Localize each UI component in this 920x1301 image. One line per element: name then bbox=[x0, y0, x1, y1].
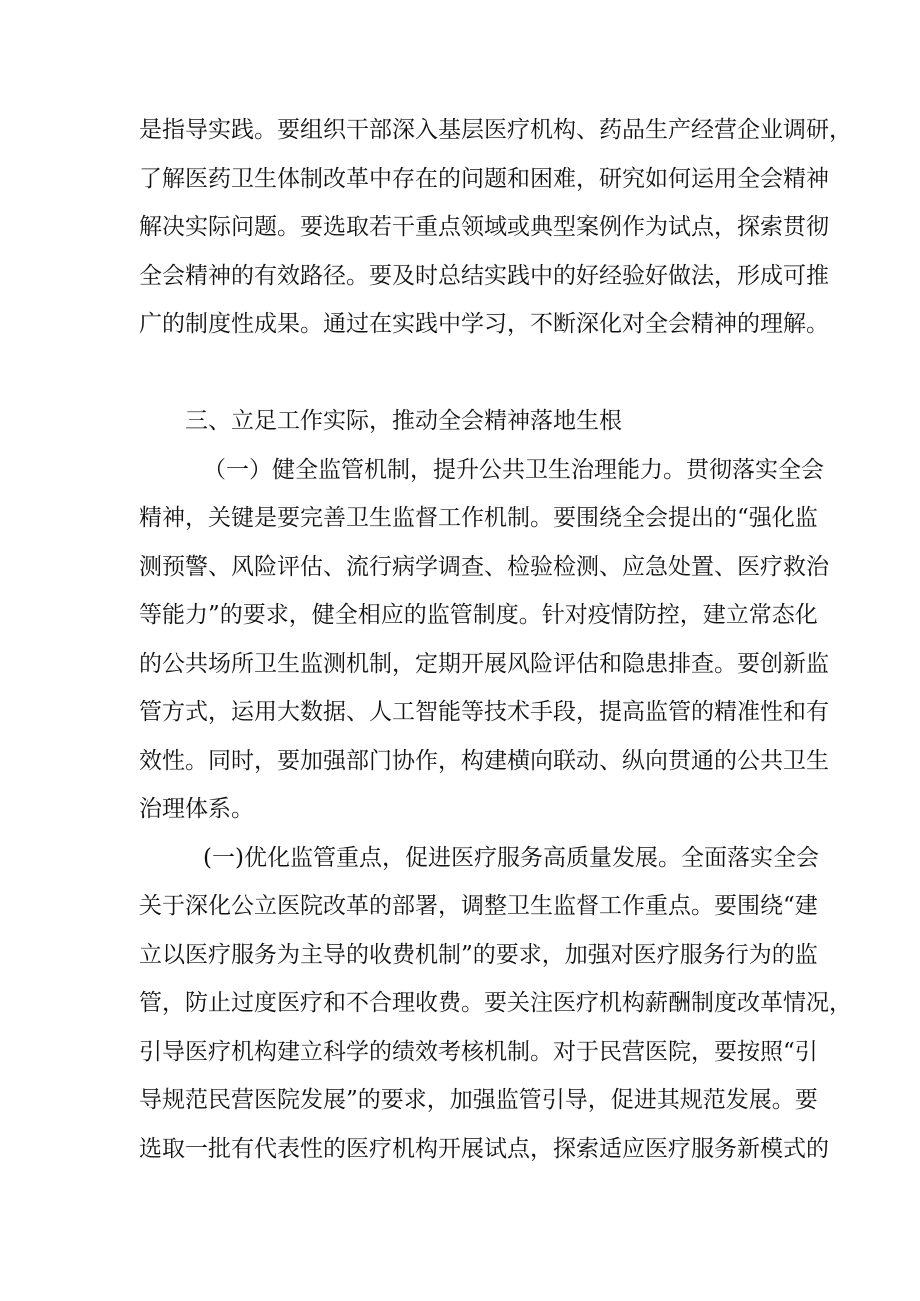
text-line: 测预警、风险评估、流行病学调查、检验检测、应急处置、医疗救治 bbox=[139, 553, 829, 580]
text-line: 选取一批有代表性的医疗机构开展试点，探索适应医疗服务新模式的 bbox=[139, 1135, 829, 1162]
text-line: 的公共场所卫生监测机制，定期开展风险评估和隐患排查。要创新监 bbox=[139, 650, 829, 677]
text-line: 是指导实践。要组织干部深入基层医疗机构、药品生产经营企业调研， bbox=[139, 117, 852, 143]
text-line: 关于深化公立医院改革的部署，调整卫生监督工作重点。要围绕“建 bbox=[139, 893, 818, 919]
section-heading: 三、立足工作实际，推动全会精神落地生根 bbox=[185, 408, 622, 434]
text-line: 管方式，运用大数据、人工智能等技术手段，提高监管的精准性和有 bbox=[139, 699, 829, 725]
text-line: 管，防止过度医疗和不合理收费。要关注医疗机构薪酬制度改革情况， bbox=[139, 990, 852, 1016]
text-line: 引导医疗机构建立科学的绩效考核机制。对于民营医院，要按照“引 bbox=[139, 1038, 818, 1065]
text-line: (一)优化监管重点，促进医疗服务高质量发展。全面落实全会 bbox=[203, 844, 819, 871]
paragraph-supervision-mechanism bbox=[139, 446, 829, 834]
text-line: 导规范民营医院发展”的要求，加强监管引导，促进其规范发展。要 bbox=[139, 1087, 818, 1113]
text-line: 立以医疗服务为主导的收费机制”的要求，加强对医疗服务行为的监 bbox=[139, 941, 818, 968]
paragraph-practice bbox=[139, 106, 852, 349]
text-line: 解决实际问题。要选取若干重点领域或典型案例作为试点，探索贯彻 bbox=[139, 214, 829, 240]
text-line: 等能力”的要求，健全相应的监管制度。针对疫情防控，建立常态化 bbox=[139, 602, 818, 628]
text-line: 广的制度性成果。通过在实践中学习，不断深化对全会精神的理解。 bbox=[139, 311, 829, 337]
text-line: （一）健全监管机制，提升公共卫生治理能力。贯彻落实全会 bbox=[203, 456, 824, 483]
text-line: 了解医药卫生体制改革中存在的问题和困难，研究如何运用全会精神 bbox=[139, 165, 829, 192]
text-line: 治理体系。 bbox=[139, 796, 254, 822]
paragraph-supervision-focus bbox=[139, 834, 852, 1174]
text-line: 效性。同时，要加强部门协作，构建横向联动、纵向贯通的公共卫生 bbox=[139, 747, 829, 774]
text-line: 全会精神的有效路径。要及时总结实践中的好经验好做法，形成可推 bbox=[139, 262, 829, 289]
paragraph-spacer bbox=[139, 349, 787, 398]
text-line: 精神，关键是要完善卫生监督工作机制。要围绕全会提出的“强化监 bbox=[139, 505, 818, 531]
document-body bbox=[139, 106, 852, 1173]
